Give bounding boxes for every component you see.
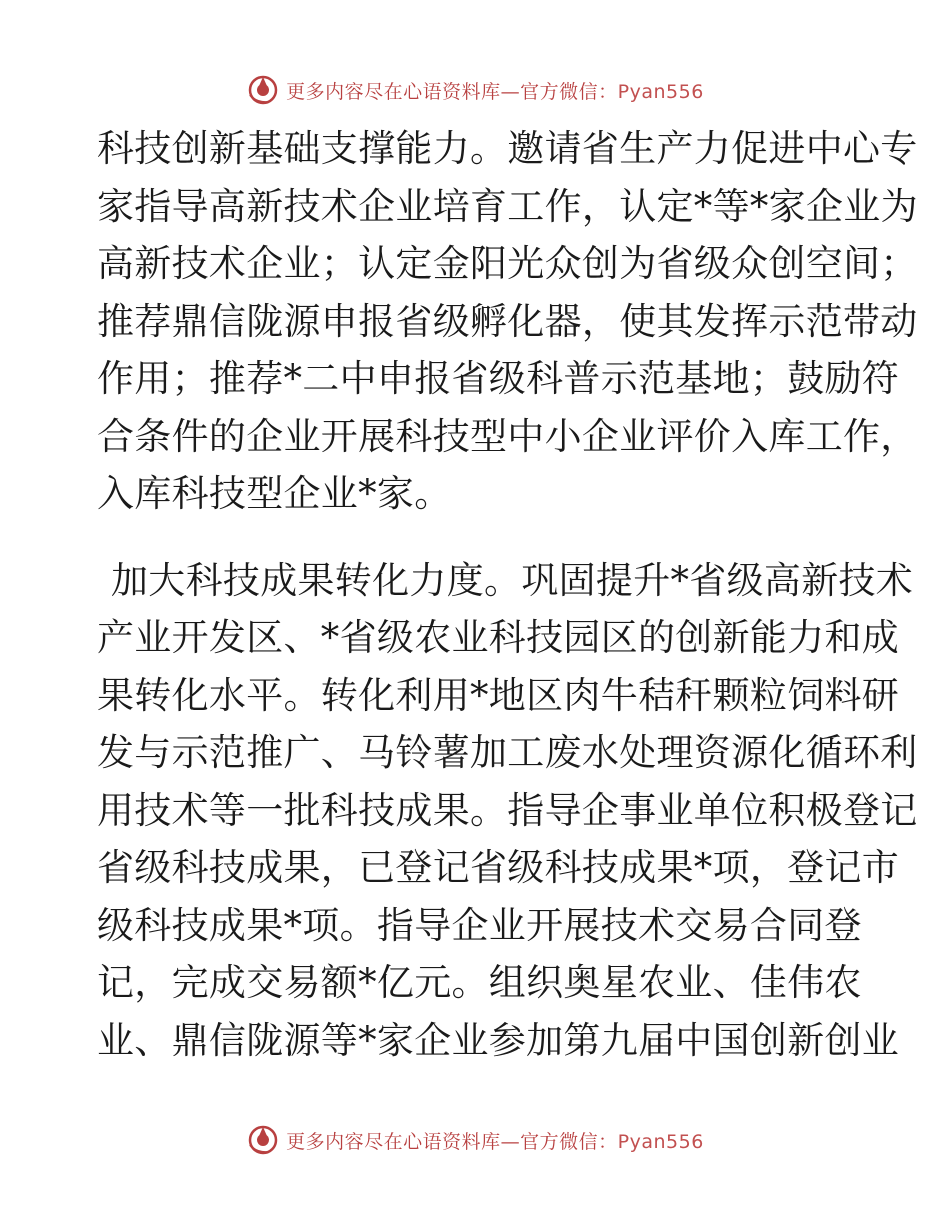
text-line: 推荐鼎信陇源申报省级孵化器，使其发挥示范带动: [97, 299, 918, 343]
header-watermark: [0, 70, 950, 110]
brand-logo-icon: [246, 73, 280, 107]
paragraph: [97, 552, 918, 1127]
text-line: 果转化水平。转化利用*地区肉牛秸秆颗粒饲料研: [97, 673, 900, 717]
text-line: 级科技成果*项。指导企业开展技术交易合同登: [97, 903, 862, 947]
text-line: [97, 1069, 857, 1127]
text-line: 发与示范推广、马铃薯加工废水处理资源化循环利: [97, 731, 918, 774]
text-line: 家指导高新技术企业培育工作，认定*等*家企业为: [97, 184, 918, 228]
text-line: 科技创新基础支撑能力。邀请省生产力促进中心专: [97, 127, 918, 170]
text-line: 记，完成交易额*亿元。组织奥星农业、佳伟农: [97, 961, 862, 1004]
document-body: [97, 120, 918, 1127]
text-line: 加大科技成果转化力度。巩固提升*省级高新技术: [111, 558, 914, 602]
paragraph: [97, 120, 918, 523]
footer-watermark-text: 更多内容尽在心语资料库—官方微信：Pyan556: [286, 1130, 704, 1153]
text-line: 产业开发区、*省级农业科技园区的创新能力和成: [97, 616, 900, 659]
text-line: 入库科技型企业*家。: [97, 472, 452, 515]
brand-logo-icon: [246, 1123, 280, 1157]
text-line: 高新技术企业；认定金阳光众创为省级众创空间；: [97, 242, 918, 285]
text-line: 省级科技成果，已登记省级科技成果*项，登记市: [97, 846, 900, 889]
text-line: 作用；推荐*二中申报省级科普示范基地；鼓励符: [97, 357, 900, 400]
footer-watermark: [0, 1120, 950, 1160]
header-watermark-text: 更多内容尽在心语资料库—官方微信：Pyan556: [286, 80, 704, 103]
text-line: 用技术等一批科技成果。指导企事业单位积极登记: [97, 788, 918, 832]
text-line: 合条件的企业开展科技型中小企业评价入库工作，: [97, 414, 918, 458]
text-line: 业、鼎信陇源等*家企业参加第九届中国创新创业: [97, 1018, 900, 1062]
